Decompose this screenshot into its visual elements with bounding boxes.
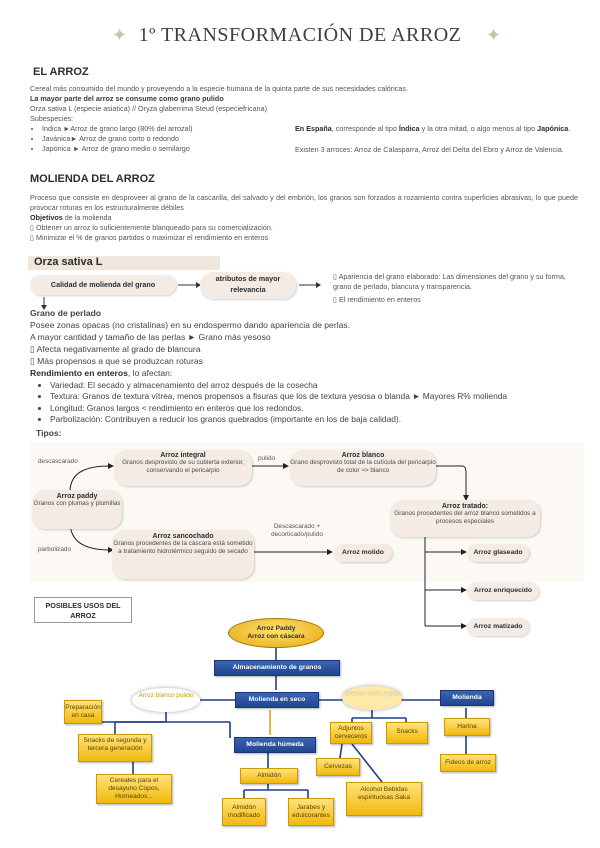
perlado-line: A mayor cantidad y tamaño de las perlas ► Grano más yesoso [30,332,271,342]
objetivo-item: ▯ Minimizar el % de granos partidos o maximizar el rendimiento en enteros [30,233,269,242]
sparkle-icon: ✦ [486,25,502,45]
molido-node: Arroz molido [334,544,392,562]
integral-node: Arroz integral Granos desprovisto de su cubierta exterior, conservando el pericarpio [114,450,252,486]
glaseado-node: Arroz glaseado [467,544,529,562]
almidon-mod-box: Almidón modificado [222,798,266,826]
almacenamiento-box: Almacenamiento de granos [214,660,340,676]
harina-box: Harina [444,718,490,736]
section-heading-arroz: EL ARROZ [33,66,89,78]
objetivo-item: ▯ Obtener un arroz lo suficientemente blanqueado para su comercialización. [30,223,273,232]
cereales-box: Cereales para el desayuno Copos, Horneados... [96,774,172,804]
list-item: • Javánica► Arroz de grano corto o redondo [42,134,282,144]
usos-heading: POSIBLES USOS DEL ARROZ [34,597,132,623]
tratado-node: Arroz tratado: Granos procedentes del arroz blanco sometidos a procesos especiales [390,500,540,537]
perlado-line: ▯ Afecta negativamente al grado de blancura [30,344,201,354]
espana-text: En España, corresponde al tipo Índica y la otra mitad, o algo menos al tipo Japónica. [295,124,571,133]
atributo-item: ▯ Apariencia del grano elaborado: Las dimensiones del grano y su forma, grano de perlado, blancura y transparencia. [333,272,566,291]
paddy-node: Arroz paddy Granos con plumas y plumillas [32,490,122,529]
enriquecido-node: Arroz enriquecido [467,582,539,600]
rendimiento-heading: Rendimiento en enteros, lo afectan: [30,368,173,378]
arroz-especies: Orza sativa L (especie asiatica) // Oryza glaberrima Steud (especiefricana) [30,104,268,113]
list-item: • Indica ►Arroz de grano largo (80% del arrozal) [42,124,282,134]
molienda-humeda-box: Molienda húmeda [234,737,316,753]
cervezas-box: Cervezas [316,758,360,776]
list-item: • Textura: Granos de textura vítrea, menos propensos a fisuras que los de textura yesosa o blanda ► Mayores R% molienda [50,391,590,402]
label-descascarado-plus: Descascarado + decorticado/pulido [271,523,323,538]
perlado-line: Posee zonas opacas (no cristalinas) en su endospermo dando apariencia de perlas. [30,320,351,330]
blanco-node: Arroz blanco Grano desprovisto total de la cutícula del pericarpio de color ≈> blanco [290,450,436,486]
section-heading-molienda: MOLIENDA DEL ARROZ [30,173,155,185]
molienda-box: Molienda [440,690,494,706]
granos-rotos-ellipse: Granos rotos y grits [342,686,402,710]
sancochado-node: Arroz sancochado Granos procedentes de la cáscara está sometido a tratamiento hidrotérmico seguido de secado [112,530,254,579]
tipos-heading: Tipos: [36,428,62,438]
list-item: • Parbolización: Contribuyen a reducir los granos quebrados (importante en los de baja calidad). [50,414,590,425]
arroz-grano-pulido: La mayor parte del arroz se consume como grano pulido [30,94,224,103]
paddy-ellipse: Arroz Paddy Arroz con cáscara [228,618,324,648]
calidad-pill: Calidad de molienda del grano [30,275,176,295]
snacks-segunda-box: Snacks de segunda y tercera generación [78,734,152,762]
espana-arroces: Existen 3 arroces: Arroz de Calasparra, Arroz del Delta del Ebro y Arroz de Valencia. [295,145,564,154]
perlado-heading: Grano de perlado [30,308,102,318]
label-pulido: pulido [258,455,276,462]
atributos-pill: atributos de mayor relevancia [200,272,296,299]
section-heading-orza: Orza sativa L [34,256,103,268]
blanco-pulido-ellipse: Arroz blanco pulido [132,688,200,712]
sparkle-icon: ✦ [112,25,128,45]
subespecies-label: Subespecies: [30,114,74,123]
objetivos-label: Objetivos de la molienda [30,213,112,222]
alcohol-box: Alcohol Bebidas espirituosas Saka [346,782,422,816]
arroz-intro: Cereal más consumido del mundo y proveyendo a la especie humana de la quinta parte de sus necesidades calóricas. [30,84,408,93]
matizado-node: Arroz matizado [467,618,529,636]
page-title: 1º TRANSFORMACIÓN DE ARROZ [138,24,462,46]
perlado-line: ▯ Más propensos a que se produzcan roturas [30,356,203,366]
fideos-box: Fideos de arroz [440,754,496,772]
label-parbolizado: parbolizado [38,546,72,553]
jarabes-box: Jarabes y edulcorantes [288,798,334,826]
atributo-item: ▯ El rendimiento en enteros [333,295,421,304]
almidon-box: Almidón [240,768,298,784]
list-item: • Japónica ► Arroz de grano medio o semilargo [42,144,282,154]
molienda-proceso: Proceso que consiste en desproveer al grano de la cascarilla, del salvado y del embrión, los granos son forzados a rozamiento contra superficies abrasivas, lo que puede provocar roturas en los estructuralmente débiles [30,193,578,212]
adjuntos-box: Adjuntos cerveceros [330,722,372,744]
list-item: • Longitud: Granos largos < rendimiento en enteros que los redondos. [50,403,590,414]
snacks-box: Snacks [386,722,428,744]
label-descascarado: descascarado [38,458,78,465]
list-item: • Variedad: El secado y almacenamiento del arroz después de la cosecha [50,380,590,391]
molienda-seco-box: Molienda en seco [235,692,319,708]
preparacion-box: Preparación en casa [64,700,102,724]
